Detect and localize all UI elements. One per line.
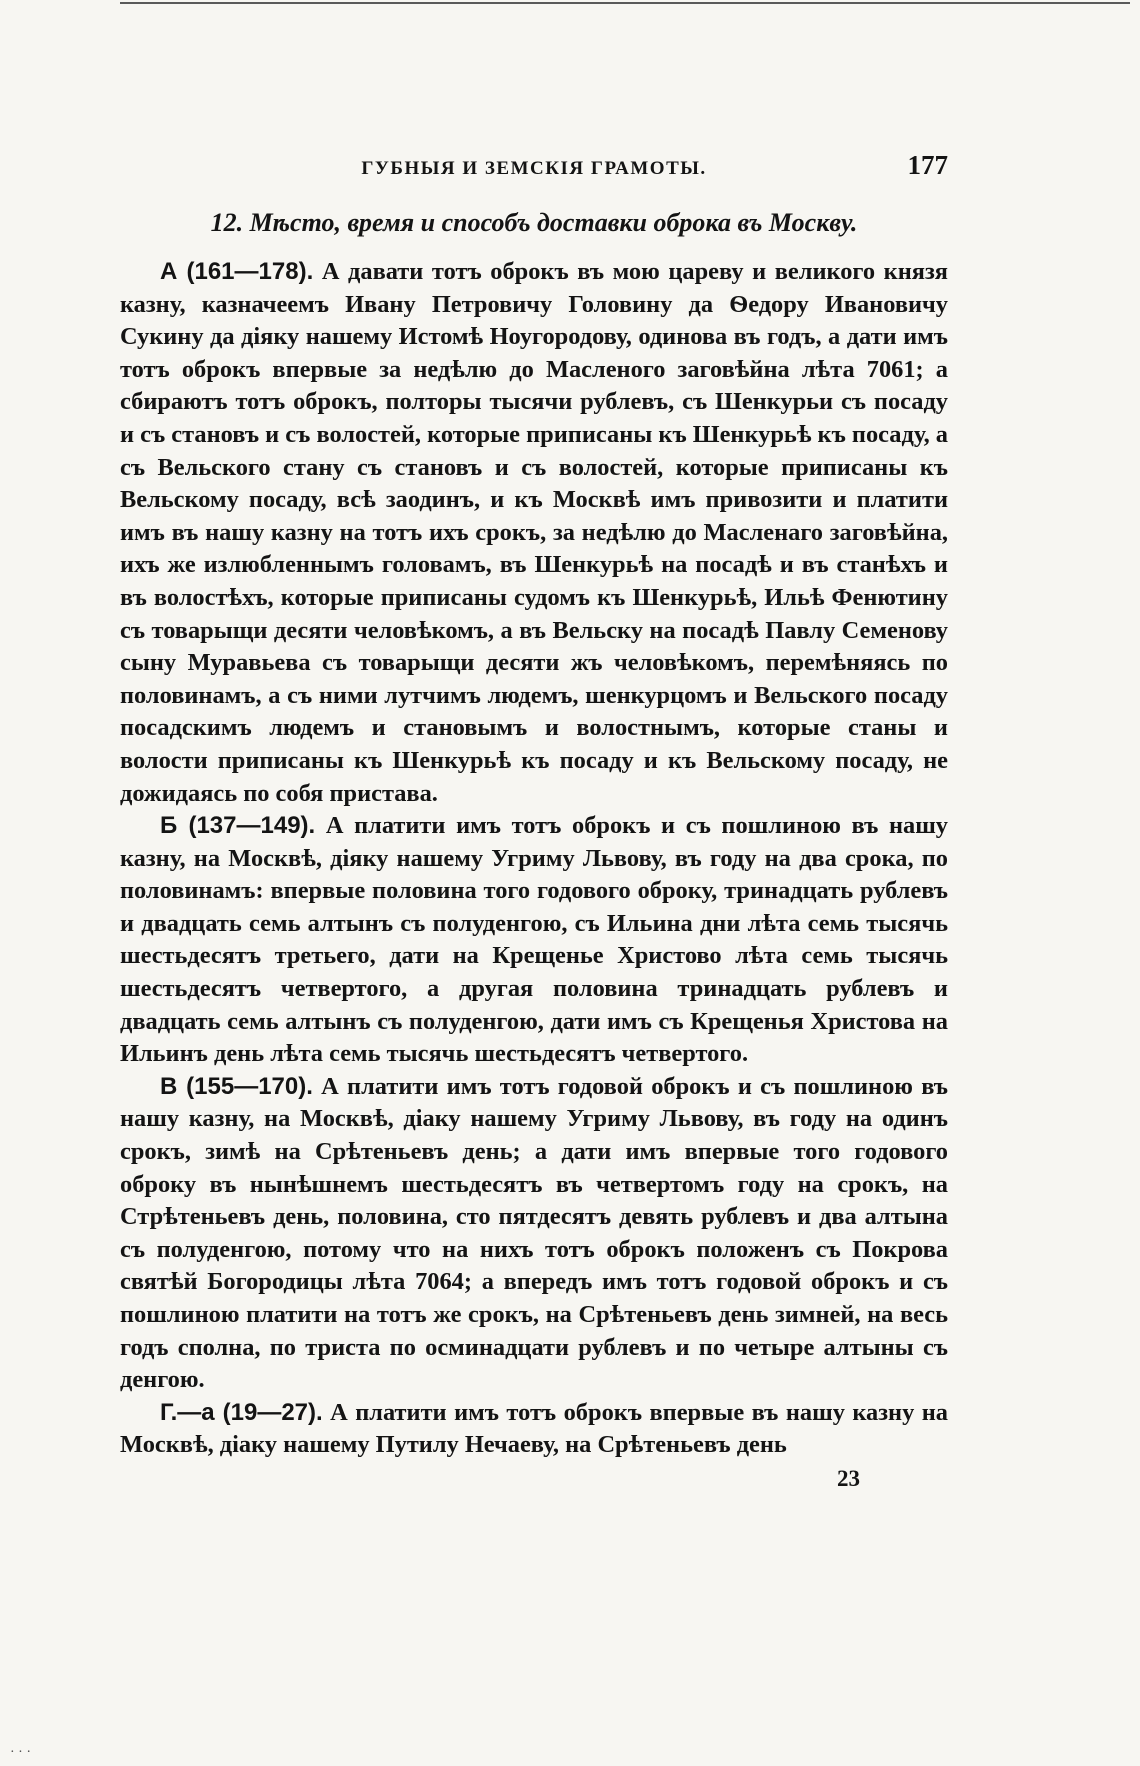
top-rule [120, 2, 1130, 4]
paragraph-label: В (155—170). [160, 1072, 313, 1100]
paragraph-a [120, 256, 948, 810]
paragraph-text: А платити имъ тотъ оброкъ и съ пошлиною въ нашу казну, на Москвѣ, діяку нашему Угриму Львову, въ году на два срока, по половинамъ: впервые половина того годового оброку, тринадцать рублевъ и двадцать семь алтынъ съ полуденгою, съ Ильина дни лѣта семь тысячь шестьдесятъ третьего, дати на Крещенье Христово лѣта семь тысячь шестьдесятъ четвертого, а другая половина тринадцать рублевъ и двадцать семь алтынъ съ полуденгою, дати имъ съ Крещенья Христова на Ильинъ день лѣта семь тысячь шестьдесятъ четвертого. [120, 812, 948, 1068]
signature-mark: 23 [837, 1465, 860, 1491]
page-number: 177 [907, 150, 948, 180]
paragraph-text: А давати тотъ оброкъ въ мою цареву и великого князя казну, казначеемъ Ивану Петровичу Головину да Ѳедору Ивановичу Сукину да діяку нашему Истомѣ Ноугородову, одинова въ годъ, а дати имъ тотъ оброкъ впервые за недѣлю до Масленого заговѣйна лѣта 7061; а сбираютъ тотъ оброкъ, полторы тысячи рублевъ, съ Шенкурьи съ посаду и съ становъ и съ волостей, которые приписаны къ Шенкурьѣ къ посаду, а съ Вельского стану съ становъ и съ волостей, которые приписаны къ Вельскому посаду, всѣ заодинъ, и къ Москвѣ имъ привозити и платити имъ въ нашу казну на тотъ ихъ срокъ, за недѣлю до Масленаго заговѣйна, ихъ же излюбленнымъ головамъ, въ Шенкурьѣ на посадѣ и въ станѣхъ и въ волостѣхъ, которые приписаны судомъ къ Шенкурьѣ, Ильѣ Фенютину съ товарыщи десяти человѣкомъ, а въ Вельску на посадѣ Павлу Семенову сыну Муравьева съ товарыщи десяти жъ человѣкомъ, перемѣняясь по половинамъ, а съ ними лутчимъ людемъ, шенкурцомъ и Вельского посаду посадскимъ людемъ и становымъ и волостнымъ, которые станы и волости приписаны къ Шенкурьѣ къ посаду и къ Вельскому посаду, не дожидаясь по собя пристава. [120, 258, 948, 807]
page-body [120, 150, 948, 1492]
section-title: 12. Мѣсто, время и способъ доставки оброка въ Москву. [210, 208, 858, 237]
paragraph-label: Б (137—149). [160, 812, 316, 840]
paragraph-label: Г.—а (19—27). [160, 1398, 323, 1426]
running-head: ГУБНЫЯ И ЗЕМСКІЯ ГРАМОТЫ. [361, 158, 707, 179]
paragraph-label: А (161—178). [160, 258, 314, 285]
paragraph-text: А платити имъ тотъ годовой оброкъ и съ пошлиною въ нашу казну, на Москвѣ, діаку нашему Угриму Львову, въ году на одинъ срокъ, зимѣ на Срѣтеньевъ день; а дати имъ впервые того годового оброку въ нынѣшнемъ шестьдесятъ въ четвертомъ году на срокъ, на Стрѣтеньевъ день, половина, сто пятдесятъ девять рублевъ и два алтына съ полуденгою, потому что на нихъ тотъ оброкъ положенъ съ Покрова святѣй Богородицы лѣта 7064; а впередъ имъ тотъ годовой оброкъ и съ пошлиною платити на тотъ же срокъ, на Срѣтеньевъ день зимней, на весь годъ сполна, по триста по осминадцати рублевъ и по четыре алтыны съ денгою. [120, 1072, 948, 1394]
page-header [120, 150, 948, 190]
paragraph-g [120, 1397, 948, 1462]
paragraph-v [120, 1071, 948, 1397]
paragraph-text: А платити имъ тотъ оброкъ впервые въ нашу казну на Москвѣ, діаку нашему Путилу Нечаеву, на Срѣтеньевъ день [120, 1398, 948, 1459]
paragraph-b [120, 810, 948, 1071]
stray-mark: · · · [10, 1745, 31, 1760]
